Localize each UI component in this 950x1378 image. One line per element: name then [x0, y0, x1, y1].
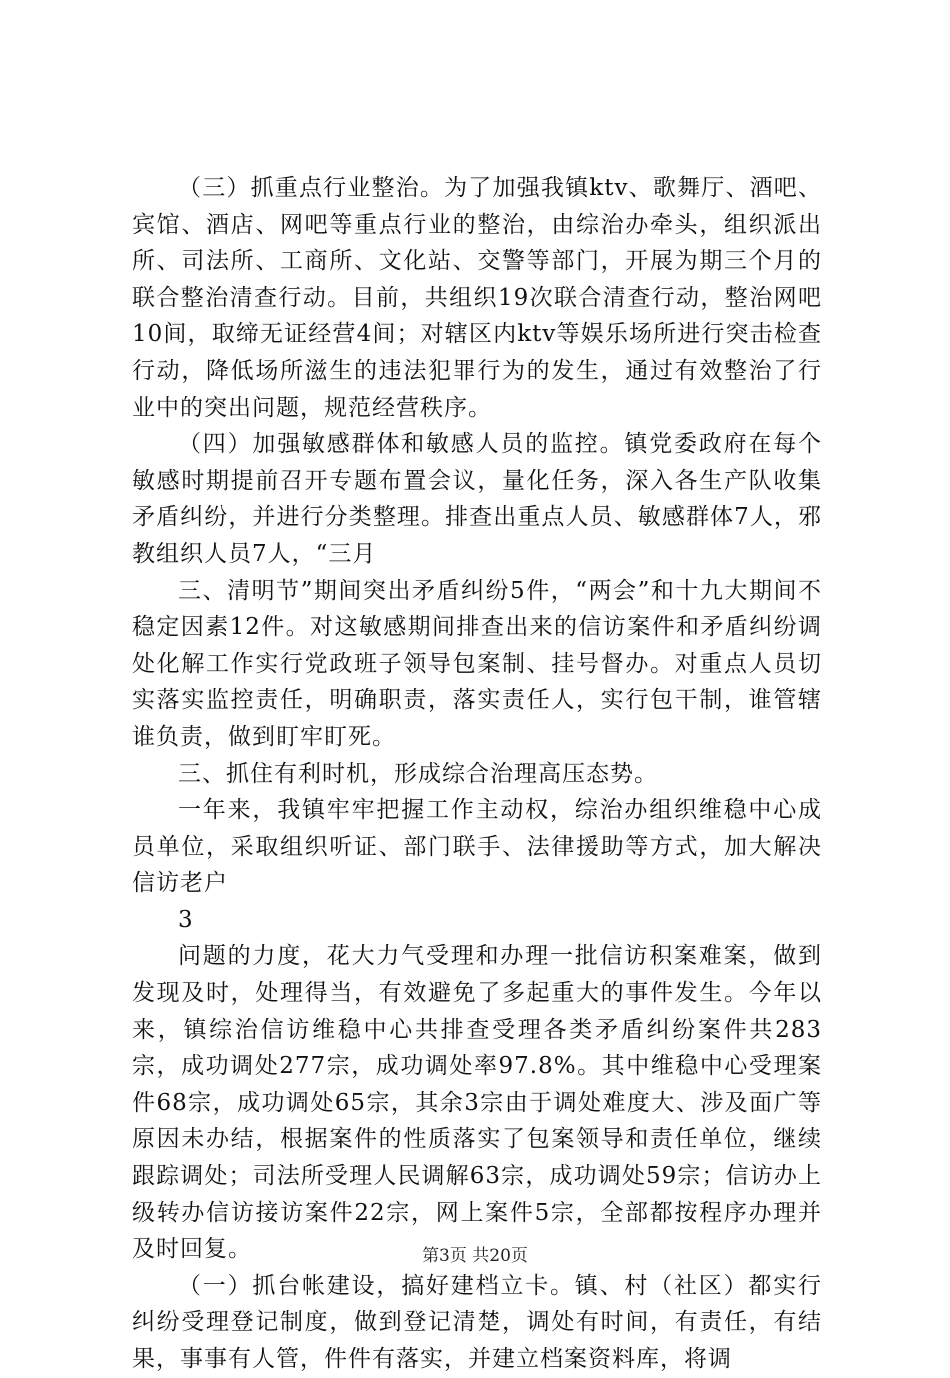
section-heading-three: 三、抓住有利时机，形成综合治理高压态势。 — [178, 760, 658, 787]
paragraph-qingming-period: 三、清明节”期间突出矛盾纠纷5件，“两会”和十九大期间不稳定因素12件。对这敏感期间排查出来的信访案件和矛盾纠纷调处化解工作实行党政班子领导包案制、挂号督办。对重点人员切实落实监控责任，明确职责，落实责任人，实行包干制，谁管辖谁负责，做到盯牢盯死。 — [132, 577, 822, 750]
page-footer: 第3页 共20页 — [422, 1246, 528, 1266]
inline-page-number: 3 — [178, 906, 194, 933]
paragraph-key-industries: （三）抓重点行业整治。为了加强我镇ktv、歌舞厅、酒吧、宾馆、酒店、网吧等重点行业的整治，由综治办牵头，组织派出所、司法所、工商所、文化站、交警等部门，开展为期三个月的联合整治清查行动。目前，共组织19次联合清查行动，整治网吧10间，取缔无证经营4间；对辖区内ktv等娱乐场所进行突击检查行动，降低场所滋生的违法犯罪行为的发生，通过有效整治了行业中的突出问题，规范经营秩序。 — [132, 175, 822, 421]
paragraph-ledger-building: （一）抓台帐建设，搞好建档立卡。镇、村（社区）都实行纠纷受理登记制度，做到登记清楚，调处有时间，有责任，有结果，事事有人管，件件有落实，并建立档案资料库，将调 — [132, 1272, 822, 1372]
paragraph-sensitive-groups: （四）加强敏感群体和敏感人员的监控。镇党委政府在每个敏感时期提前召开专题布置会议，量化任务，深入各生产队收集矛盾纠纷，并进行分类整理。排查出重点人员、敏感群体7人，邪教组织人员7人，“三月 — [132, 431, 822, 567]
document-body — [132, 170, 822, 1378]
paragraph-year-review: 一年来，我镇牢牢把握工作主动权，综治办组织维稳中心成员单位，采取组织听证、部门联手、法律援助等方式，加大解决信访老户 — [132, 797, 822, 897]
paragraph-case-statistics: 问题的力度，花大力气受理和办理一批信访积案难案，做到发现及时，处理得当，有效避免了多起重大的事件发生。今年以来，镇综治信访维稳中心共排查受理各类矛盾纠纷案件共283宗，成功调处277宗，成功调处率97.8%。其中维稳中心受理案件68宗，成功调处65宗，其余3宗由于调处难度大、涉及面广等原因未办结，根据案件的性质落实了包案领导和责任单位，继续跟踪调处；司法所受理人民调解63宗，成功调处59宗；信访办上级转办信访接访案件22宗，网上案件5宗，全部都按程序办理并及时回复。 — [132, 943, 822, 1263]
